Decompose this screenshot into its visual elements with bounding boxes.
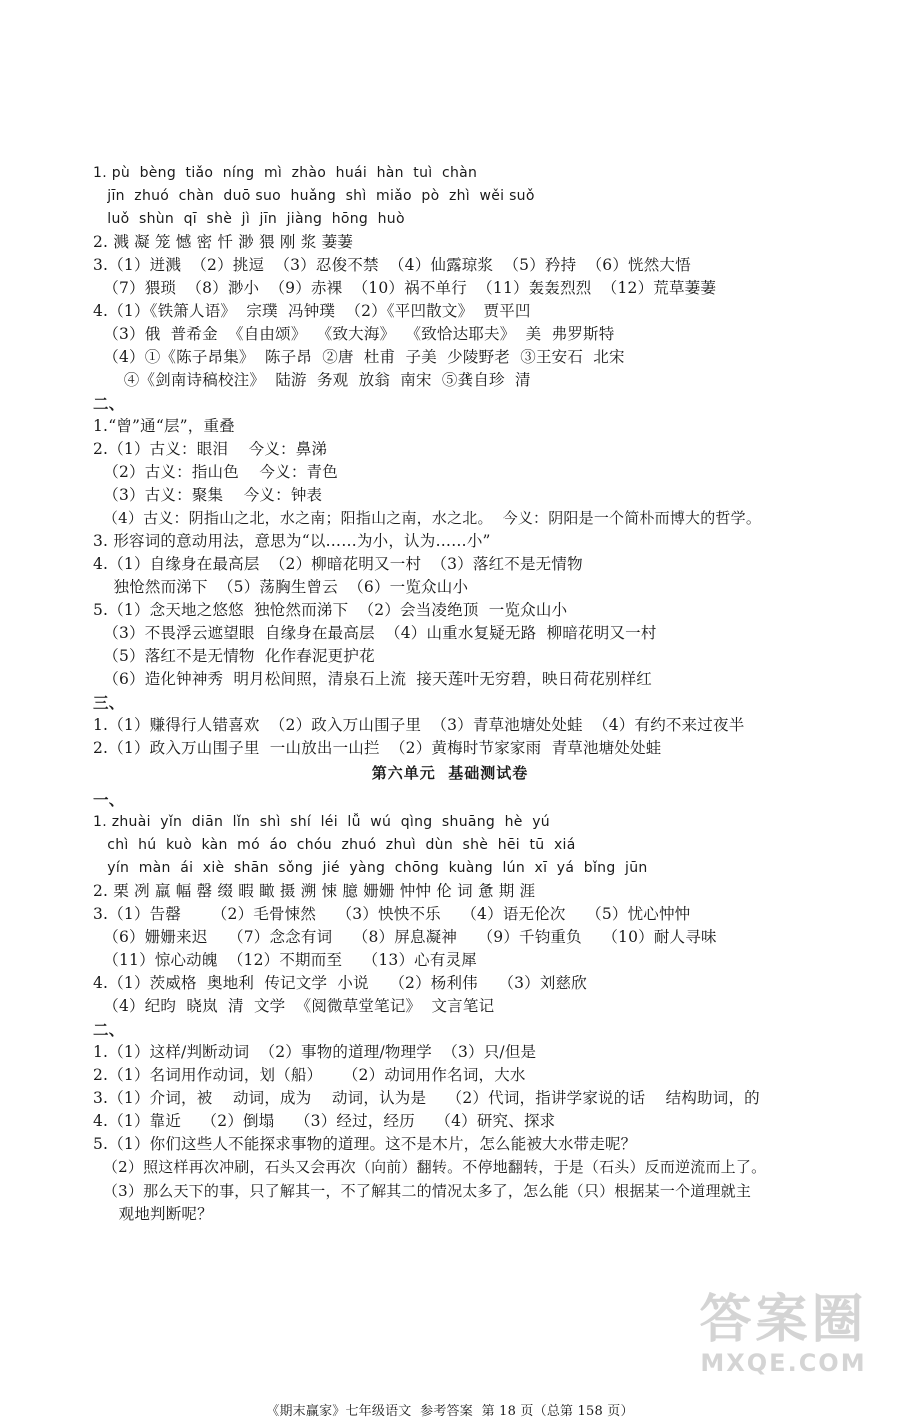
line-3: luǒ shùn qī shè jì jīn jiàng hōng huò: [93, 211, 405, 227]
line-35: （11）惊心动魄 （12）不期而至 （13）心有灵犀: [93, 951, 477, 969]
line-8: （3）俄 普希金 《自由颂》 《致大海》 《致恰达耶夫》 美 弗罗斯特: [93, 325, 615, 343]
line-30: chì hú kuò kàn mó áo chóu zhuó zhuì dùn shè hēi tū xiá: [93, 837, 576, 853]
line-39: 1.（1）这样/判断动词 （2）事物的道理/物理学 （3）只/但是: [93, 1043, 537, 1061]
section-heading: 二、: [93, 394, 125, 413]
line-9: （4）①《陈子昂集》 陈子昂 ②唐 杜甫 子美 少陵野老 ③王安石 北宋: [93, 348, 625, 366]
line-46: 观地判断呢？: [93, 1205, 213, 1223]
line-6: （7）猥琐 （8）渺小 （9）赤裸 （10）祸不单行 （11）轰轰烈烈 （12）荒草萋萋: [93, 279, 717, 297]
line-44: （2）照这样再次冲刷，石头又会再次（向前）翻转。不停地翻转，于是（石头）反而逆流而上了。: [93, 1158, 767, 1176]
line-40: 2.（1）名词用作动词，划（船） （2）动词用作名词，大水: [93, 1066, 526, 1084]
line-41: 3.（1）介词，被 动词，成为 动词，认为是 （2）代词，指讲学家说的话 结构助词，的: [93, 1089, 760, 1107]
line-42: 4.（1）靠近 （2）倒塌 （3）经过，经历 （4）研究、探求: [93, 1112, 556, 1130]
line-13: 2.（1）古义：眼泪 今义：鼻涕: [93, 440, 328, 458]
line-14: （2）古义：指山色 今义：青色: [93, 463, 338, 481]
line-43: 5.（1）你们这些人不能探求事物的道理。这不是木片，怎么能被大水带走呢？: [93, 1135, 637, 1153]
line-2: jīn zhuó chàn duō suo huǎng shì miǎo pò zhì wěi suǒ: [93, 188, 535, 204]
section-heading: 三、: [93, 693, 125, 712]
line-25: 1.（1）赚得行人错喜欢 （2）政入万山围子里 （3）青草池塘处处蛙 （4）有约不来过夜半: [93, 716, 745, 734]
line-23: （6）造化钟神秀 明月松间照，清泉石上流 接天莲叶无穷碧，映日荷花别样红: [93, 670, 652, 688]
line-45: （3）那么天下的事，只了解其一，不了解其二的情况太多了，怎么能（只）根据某一个道理就主: [93, 1182, 752, 1200]
line-15: （3）古义：聚集 今义：钟表: [93, 486, 323, 504]
line-10: ④《剑南诗稿校注》 陆游 务观 放翁 南宋 ⑤龚自珍 清: [93, 371, 531, 389]
section-heading: 二、: [93, 1020, 125, 1039]
line-7: 4.（1）《铁箫人语》 宗璞 冯钟璞 （2）《平凹散文》 贾平凹: [93, 302, 531, 320]
section-heading: 一、: [93, 790, 125, 809]
page-footer: 《期末赢家》七年级语文 参考答案 第 18 页（总第 158 页）: [266, 1404, 634, 1419]
line-36: 4.（1）茨威格 奥地利 传记文学 小说 （2）杨利伟 （3）刘慈欣: [93, 974, 587, 992]
line-21: （3）不畏浮云遮望眼 自缘身在最高层 （4）山重水复疑无路 柳暗花明又一村: [93, 624, 657, 642]
line-20: 5.（1）念天地之悠悠 独怆然而涕下 （2）会当凌绝顶 一览众山小: [93, 601, 568, 619]
line-31: yín màn ái xiè shān sǒng jié yàng chōng kuàng lún xī yá bǐng jūn: [93, 860, 648, 876]
watermark-url: MXQE.COM: [700, 1349, 867, 1377]
line-29: 1. zhuài yǐn diān lǐn shì shí léi lǚ wú qìng shuāng hè yú: [93, 814, 550, 830]
watermark-logo: [681, 1292, 886, 1384]
line-34: （6）姗姗来迟 （7）念念有词 （8）屏息凝神 （9）千钧重负 （10）耐人寻味: [93, 928, 717, 946]
line-4: 2. 溅 凝 笼 憾 密 忏 渺 猥 刚 浆 萋萋: [93, 233, 353, 251]
line-5: 3.（1）迸溅 （2）挑逗 （3）忍俊不禁 （4）仙露琼浆 （5）矜持 （6）恍然大悟: [93, 256, 691, 274]
watermark-text: 答案圈: [699, 1290, 868, 1350]
line-19: 独怆然而涕下 （5）荡胸生曾云 （6）一览众山小: [93, 578, 469, 596]
unit-title: 第六单元 基础测试卷: [371, 764, 529, 782]
line-33: 3.（1）告罄 （2）毛骨悚然 （3）怏怏不乐 （4）语无伦次 （5）忧心忡忡: [93, 905, 691, 923]
line-1: 1. pù bèng tiǎo níng mì zhào huái hàn tuì chàn: [93, 165, 478, 181]
line-37: （4）纪昀 晓岚 清 文学 《阅微草堂笔记》 文言笔记: [93, 997, 495, 1015]
line-26: 2.（1）政入万山围子里 一山放出一山拦 （2）黄梅时节家家雨 青草池塘处处蛙: [93, 739, 662, 757]
line-17: 3. 形容词的意动用法，意思为“以……为小，认为……小”: [93, 532, 491, 550]
line-16: （4）古义：阴指山之北，水之南；阳指山之南，水之北。 今义：阴阳是一个简朴而博大的哲学。: [93, 509, 762, 527]
line-22: （5）落红不是无情物 化作春泥更护花: [93, 647, 375, 665]
line-18: 4.（1）自缘身在最高层 （2）柳暗花明又一村 （3）落红不是无情物: [93, 555, 583, 573]
line-12: 1.“曾”通“层”，重叠: [93, 417, 235, 435]
line-32: 2. 栗 冽 羸 幅 罄 缀 暇 瞰 摄 溯 悚 臆 姗姗 忡忡 伦 词 惫 期 涯: [93, 882, 536, 900]
